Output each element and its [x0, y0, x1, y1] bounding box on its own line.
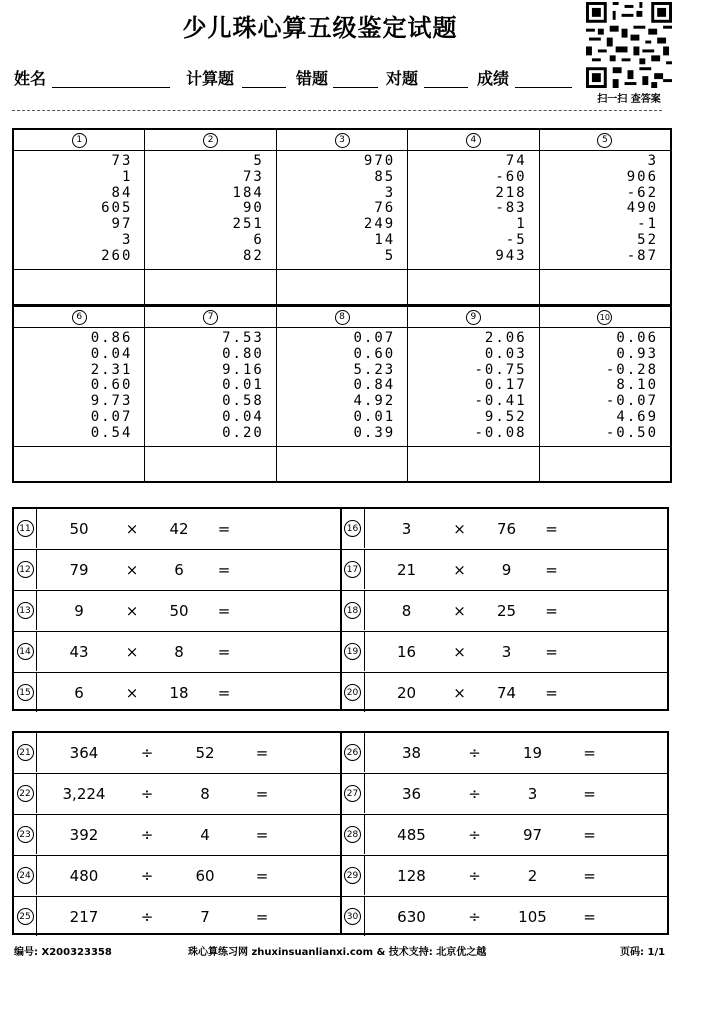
- addend-value: 0.17: [484, 377, 527, 394]
- multiplication-table: [12, 507, 669, 711]
- equals-sign: =: [255, 785, 269, 803]
- problem-number: 27: [344, 785, 361, 802]
- addend-value: 3: [647, 153, 659, 169]
- addend-value: 2.31: [90, 361, 133, 378]
- operand-b: 6: [174, 561, 184, 579]
- addend-value: 0.54: [90, 424, 133, 441]
- problem-number-cell: [342, 897, 365, 936]
- operand-b: 50: [169, 602, 189, 620]
- addend-value: 85: [374, 168, 396, 185]
- addend-value: 97: [111, 216, 133, 233]
- operand-b: 2: [527, 867, 538, 885]
- cut-line: [12, 110, 662, 111]
- addend-value: 82: [242, 247, 264, 264]
- addend-value: -0.07: [605, 393, 659, 410]
- wrong-count-field[interactable]: [333, 87, 378, 88]
- operand-a: 20: [396, 684, 417, 702]
- operator-symbol: ÷: [140, 744, 154, 762]
- problem-row: [14, 733, 340, 774]
- operand-a: 128: [397, 867, 426, 885]
- problem-column: [277, 328, 408, 446]
- problem-number-cell: [342, 591, 365, 630]
- problem-number-cell: [14, 774, 37, 813]
- operand-b: 3: [527, 785, 538, 803]
- problem-number-cell: [14, 509, 37, 548]
- operand-a: 392: [69, 826, 99, 844]
- problem-row: [14, 774, 340, 815]
- problem-number: 28: [344, 826, 361, 843]
- problem-number: 16: [344, 520, 361, 537]
- addend-value: -62: [626, 184, 659, 201]
- problem-values-row: [14, 328, 670, 446]
- addend-value: 0.04: [222, 408, 264, 425]
- operand-b: 8: [174, 643, 184, 661]
- operand-b: 25: [496, 602, 517, 620]
- operator-symbol: ÷: [468, 867, 481, 885]
- wrong-count-label: 错题: [296, 69, 329, 88]
- problem-values-row: [14, 151, 670, 269]
- problem-number-cell: [342, 632, 365, 671]
- addend-value: 73: [111, 153, 133, 169]
- addend-value: 14: [374, 231, 396, 248]
- equals-sign: =: [255, 826, 269, 844]
- site-credit: 珠心算练习网 zhuxinsuanlianxi.com & 技术支持: 北京优之越: [188, 947, 487, 958]
- problem-number-cell: [14, 673, 37, 712]
- operand-a: 217: [69, 908, 99, 926]
- problem-number-cell: [342, 774, 365, 813]
- operator-symbol: ×: [125, 602, 139, 620]
- operand-b: 52: [195, 744, 215, 762]
- problem-number: 25: [17, 908, 34, 925]
- problem-column: [145, 328, 276, 446]
- addition-table-1: [12, 128, 672, 306]
- equals-sign: =: [217, 684, 231, 702]
- addend-value: 0.07: [353, 330, 396, 346]
- operator-symbol: ×: [125, 561, 139, 579]
- addition-table-2: [12, 306, 672, 483]
- qr-code-icon: [586, 2, 672, 88]
- addend-value: -87: [626, 247, 659, 264]
- right-count-label: 对题: [386, 69, 419, 88]
- operator-symbol: ×: [453, 602, 466, 620]
- addend-value: 0.86: [90, 330, 133, 346]
- problem-number: 9: [466, 310, 481, 325]
- addend-value: 218: [495, 184, 527, 201]
- problem-row: [14, 509, 340, 550]
- problem-row: [14, 815, 340, 856]
- addend-value: 52: [637, 231, 659, 248]
- addend-value: 0.07: [90, 408, 133, 425]
- page-title: 少儿珠心算五级鉴定试题: [182, 14, 458, 42]
- answer-cell[interactable]: [145, 270, 276, 306]
- addend-value: 260: [101, 247, 133, 264]
- operator-symbol: ÷: [468, 744, 481, 762]
- addend-value: 0.01: [222, 377, 264, 394]
- problem-number: 7: [203, 310, 218, 325]
- operand-a: 50: [69, 520, 89, 538]
- equals-sign: =: [583, 744, 596, 762]
- operator-symbol: ×: [125, 643, 139, 661]
- addend-value: -0.28: [605, 361, 659, 378]
- addend-value: 0.01: [353, 408, 396, 425]
- addend-value: 4.69: [616, 408, 659, 425]
- addend-value: -0.75: [474, 361, 527, 378]
- answer-row: [14, 446, 670, 483]
- equals-sign: =: [545, 643, 558, 661]
- addend-value: 0.84: [353, 377, 396, 394]
- operator-symbol: ÷: [468, 908, 481, 926]
- addend-value: 74: [505, 153, 527, 169]
- problem-number-row: [14, 306, 670, 328]
- addend-value: 0.93: [616, 345, 659, 362]
- addend-value: 3: [384, 184, 396, 201]
- addend-value: 249: [363, 216, 396, 233]
- problem-number: 4: [466, 133, 481, 148]
- operand-a: 79: [69, 561, 89, 579]
- operand-b: 4: [200, 826, 210, 844]
- problem-number: 2: [203, 133, 218, 148]
- page-number: 页码: 1/1: [620, 947, 666, 958]
- operator-symbol: ÷: [140, 867, 154, 885]
- addend-value: 0.04: [90, 345, 133, 362]
- calc-count-label: 计算题: [186, 69, 235, 88]
- operand-a: 3: [401, 520, 412, 538]
- equals-sign: =: [583, 785, 596, 803]
- addend-value: 0.60: [90, 377, 133, 394]
- equals-sign: =: [217, 520, 231, 538]
- problem-row: [14, 632, 340, 673]
- addend-value: 84: [111, 184, 133, 201]
- addend-value: 90: [242, 200, 264, 217]
- score-field[interactable]: [515, 87, 572, 88]
- addend-value: 906: [626, 168, 659, 185]
- operand-b: 97: [522, 826, 543, 844]
- operand-a: 8: [401, 602, 412, 620]
- addend-value: 0.06: [616, 330, 659, 346]
- addend-value: 0.60: [353, 345, 396, 362]
- problem-row: [14, 673, 340, 713]
- addend-value: 490: [626, 200, 659, 217]
- addend-value: -0.50: [605, 424, 659, 441]
- answer-cell[interactable]: [14, 447, 145, 483]
- operand-a: 36: [401, 785, 422, 803]
- addend-value: -5: [505, 231, 527, 248]
- problem-number: 5: [597, 133, 612, 148]
- problem-number-cell: [342, 733, 365, 772]
- problem-number-cell: [14, 856, 37, 895]
- answer-cell[interactable]: [540, 447, 670, 483]
- equals-sign: =: [217, 561, 231, 579]
- problem-number-cell: [14, 550, 37, 589]
- problem-number-cell: [342, 673, 365, 712]
- addend-value: -83: [495, 200, 527, 217]
- problem-column: [14, 328, 145, 446]
- division-table: [12, 731, 669, 935]
- problem-row: [14, 591, 340, 632]
- equals-sign: =: [583, 908, 596, 926]
- addend-value: 9.52: [484, 408, 527, 425]
- problem-row: [14, 856, 340, 897]
- equals-sign: =: [255, 908, 269, 926]
- addend-value: 0.39: [353, 424, 396, 441]
- calc-count-field[interactable]: [242, 87, 286, 88]
- addend-value: -0.08: [474, 424, 527, 441]
- equals-sign: =: [255, 744, 269, 762]
- problem-column: [408, 328, 539, 446]
- operator-symbol: ÷: [140, 826, 154, 844]
- equals-sign: =: [217, 643, 231, 661]
- problem-number: 10: [597, 310, 612, 325]
- problem-number: 13: [17, 602, 34, 619]
- answer-row: [14, 269, 670, 306]
- problem-row: [342, 509, 668, 550]
- addend-value: 9.16: [222, 361, 264, 378]
- addend-value: -60: [495, 168, 527, 185]
- answer-cell[interactable]: [145, 447, 276, 483]
- problem-number: 14: [17, 643, 34, 660]
- problem-number-cell: [342, 815, 365, 854]
- addend-value: 3: [121, 231, 133, 248]
- addend-value: 1: [121, 168, 133, 185]
- addend-value: -1: [637, 216, 659, 233]
- qr-caption: 扫一扫 查答案: [597, 94, 661, 105]
- problem-column: [540, 151, 670, 269]
- problem-number: 23: [17, 826, 34, 843]
- problem-column: [14, 151, 145, 269]
- addend-value: 970: [363, 153, 396, 169]
- operand-a: 9: [74, 602, 84, 620]
- operand-a: 364: [69, 744, 99, 762]
- addend-value: 1: [516, 216, 527, 233]
- problem-number-cell: [342, 509, 365, 548]
- equals-sign: =: [545, 602, 558, 620]
- addend-value: 6: [253, 231, 264, 248]
- addend-value: 2.06: [484, 330, 527, 346]
- operator-symbol: ÷: [468, 785, 481, 803]
- operand-b: 19: [522, 744, 543, 762]
- operator-symbol: ÷: [140, 785, 154, 803]
- problem-number: 24: [17, 867, 34, 884]
- multiplication-left-column: [14, 509, 342, 709]
- answer-cell[interactable]: [277, 447, 408, 483]
- problem-number-cell: [14, 591, 37, 630]
- problem-number: 26: [344, 744, 361, 761]
- problem-row: [342, 774, 668, 815]
- answer-cell[interactable]: [14, 270, 145, 306]
- problem-number-row: [14, 130, 670, 151]
- problem-number-cell: [14, 897, 37, 936]
- problem-number-cell: [342, 550, 365, 589]
- operator-symbol: ÷: [140, 908, 154, 926]
- problem-number-cell: [342, 856, 365, 895]
- addend-value: 0.20: [222, 424, 264, 441]
- problem-row: [342, 550, 668, 591]
- addend-value: -0.41: [474, 393, 527, 410]
- operand-b: 8: [200, 785, 210, 803]
- problem-number: 30: [344, 908, 361, 925]
- operator-symbol: ×: [453, 520, 466, 538]
- addend-value: 605: [101, 200, 133, 217]
- problem-row: [342, 591, 668, 632]
- problem-column: [145, 151, 276, 269]
- problem-column: [540, 328, 670, 446]
- operand-b: 60: [195, 867, 215, 885]
- operand-a: 16: [396, 643, 417, 661]
- addend-value: 943: [495, 247, 527, 264]
- addend-value: 251: [232, 216, 264, 233]
- problem-number: 8: [335, 310, 350, 325]
- problem-column: [277, 151, 408, 269]
- addend-value: 0.58: [222, 393, 264, 410]
- equals-sign: =: [255, 867, 269, 885]
- problem-number-cell: [14, 815, 37, 854]
- operand-a: 21: [396, 561, 417, 579]
- operand-a: 38: [401, 744, 422, 762]
- name-label: 姓名: [14, 69, 47, 88]
- problem-number: 11: [17, 520, 34, 537]
- operand-a: 43: [69, 643, 89, 661]
- right-count-field[interactable]: [424, 87, 468, 88]
- problem-number: 18: [344, 602, 361, 619]
- answer-cell[interactable]: [408, 447, 539, 483]
- addend-value: 76: [374, 200, 396, 217]
- addend-value: 8.10: [616, 377, 659, 394]
- problem-row: [342, 815, 668, 856]
- problem-row: [342, 897, 668, 937]
- addend-value: 5.23: [353, 361, 396, 378]
- equals-sign: =: [545, 684, 558, 702]
- equals-sign: =: [545, 520, 558, 538]
- addend-value: 9.73: [90, 393, 133, 410]
- score-label: 成绩: [477, 69, 510, 88]
- equals-sign: =: [545, 561, 558, 579]
- addend-value: 4.92: [353, 393, 396, 410]
- addend-value: 184: [232, 184, 264, 201]
- problem-row: [342, 632, 668, 673]
- operand-b: 105: [518, 908, 547, 926]
- equals-sign: =: [217, 602, 231, 620]
- equals-sign: =: [583, 867, 596, 885]
- operand-b: 9: [501, 561, 512, 579]
- problem-number: 20: [344, 684, 361, 701]
- operand-b: 3: [501, 643, 512, 661]
- problem-number-cell: [14, 632, 37, 671]
- problem-number: 22: [17, 785, 34, 802]
- problem-row: [342, 673, 668, 713]
- problem-number: 6: [72, 310, 87, 325]
- problem-number: 19: [344, 643, 361, 660]
- division-right-column: [342, 733, 668, 933]
- operator-symbol: ÷: [468, 826, 481, 844]
- problem-number: 15: [17, 684, 34, 701]
- problem-number: 17: [344, 561, 361, 578]
- operand-a: 630: [397, 908, 426, 926]
- problem-number: 12: [17, 561, 34, 578]
- problem-row: [342, 733, 668, 774]
- operator-symbol: ×: [453, 561, 466, 579]
- operand-a: 480: [69, 867, 99, 885]
- addend-value: 73: [242, 168, 264, 185]
- operand-b: 74: [496, 684, 517, 702]
- multiplication-right-column: [342, 509, 668, 709]
- addend-value: 5: [253, 153, 264, 169]
- problem-row: [14, 550, 340, 591]
- operand-a: 485: [397, 826, 426, 844]
- problem-number: 1: [72, 133, 87, 148]
- operand-b: 7: [200, 908, 210, 926]
- operand-b: 42: [169, 520, 189, 538]
- operator-symbol: ×: [125, 684, 139, 702]
- document-code: 编号: X200323358: [14, 947, 112, 958]
- answer-cell[interactable]: [277, 270, 408, 306]
- addend-value: 0.80: [222, 345, 264, 362]
- operator-symbol: ×: [453, 684, 466, 702]
- operand-b: 18: [169, 684, 189, 702]
- addend-value: 5: [384, 247, 396, 264]
- problem-row: [342, 856, 668, 897]
- problem-row: [14, 897, 340, 937]
- operand-a: 3,224: [62, 785, 106, 803]
- problem-number: 3: [335, 133, 350, 148]
- answer-cell[interactable]: [540, 270, 670, 306]
- problem-number-cell: [14, 733, 37, 772]
- division-left-column: [14, 733, 342, 933]
- operand-a: 6: [74, 684, 84, 702]
- name-field[interactable]: [52, 87, 170, 88]
- operator-symbol: ×: [453, 643, 466, 661]
- problem-number: 21: [17, 744, 34, 761]
- problem-column: [408, 151, 539, 269]
- equals-sign: =: [583, 826, 596, 844]
- problem-number: 29: [344, 867, 361, 884]
- addend-value: 0.03: [484, 345, 527, 362]
- operand-b: 76: [496, 520, 517, 538]
- addend-value: 7.53: [222, 330, 264, 346]
- answer-cell[interactable]: [408, 270, 539, 306]
- operator-symbol: ×: [125, 520, 139, 538]
